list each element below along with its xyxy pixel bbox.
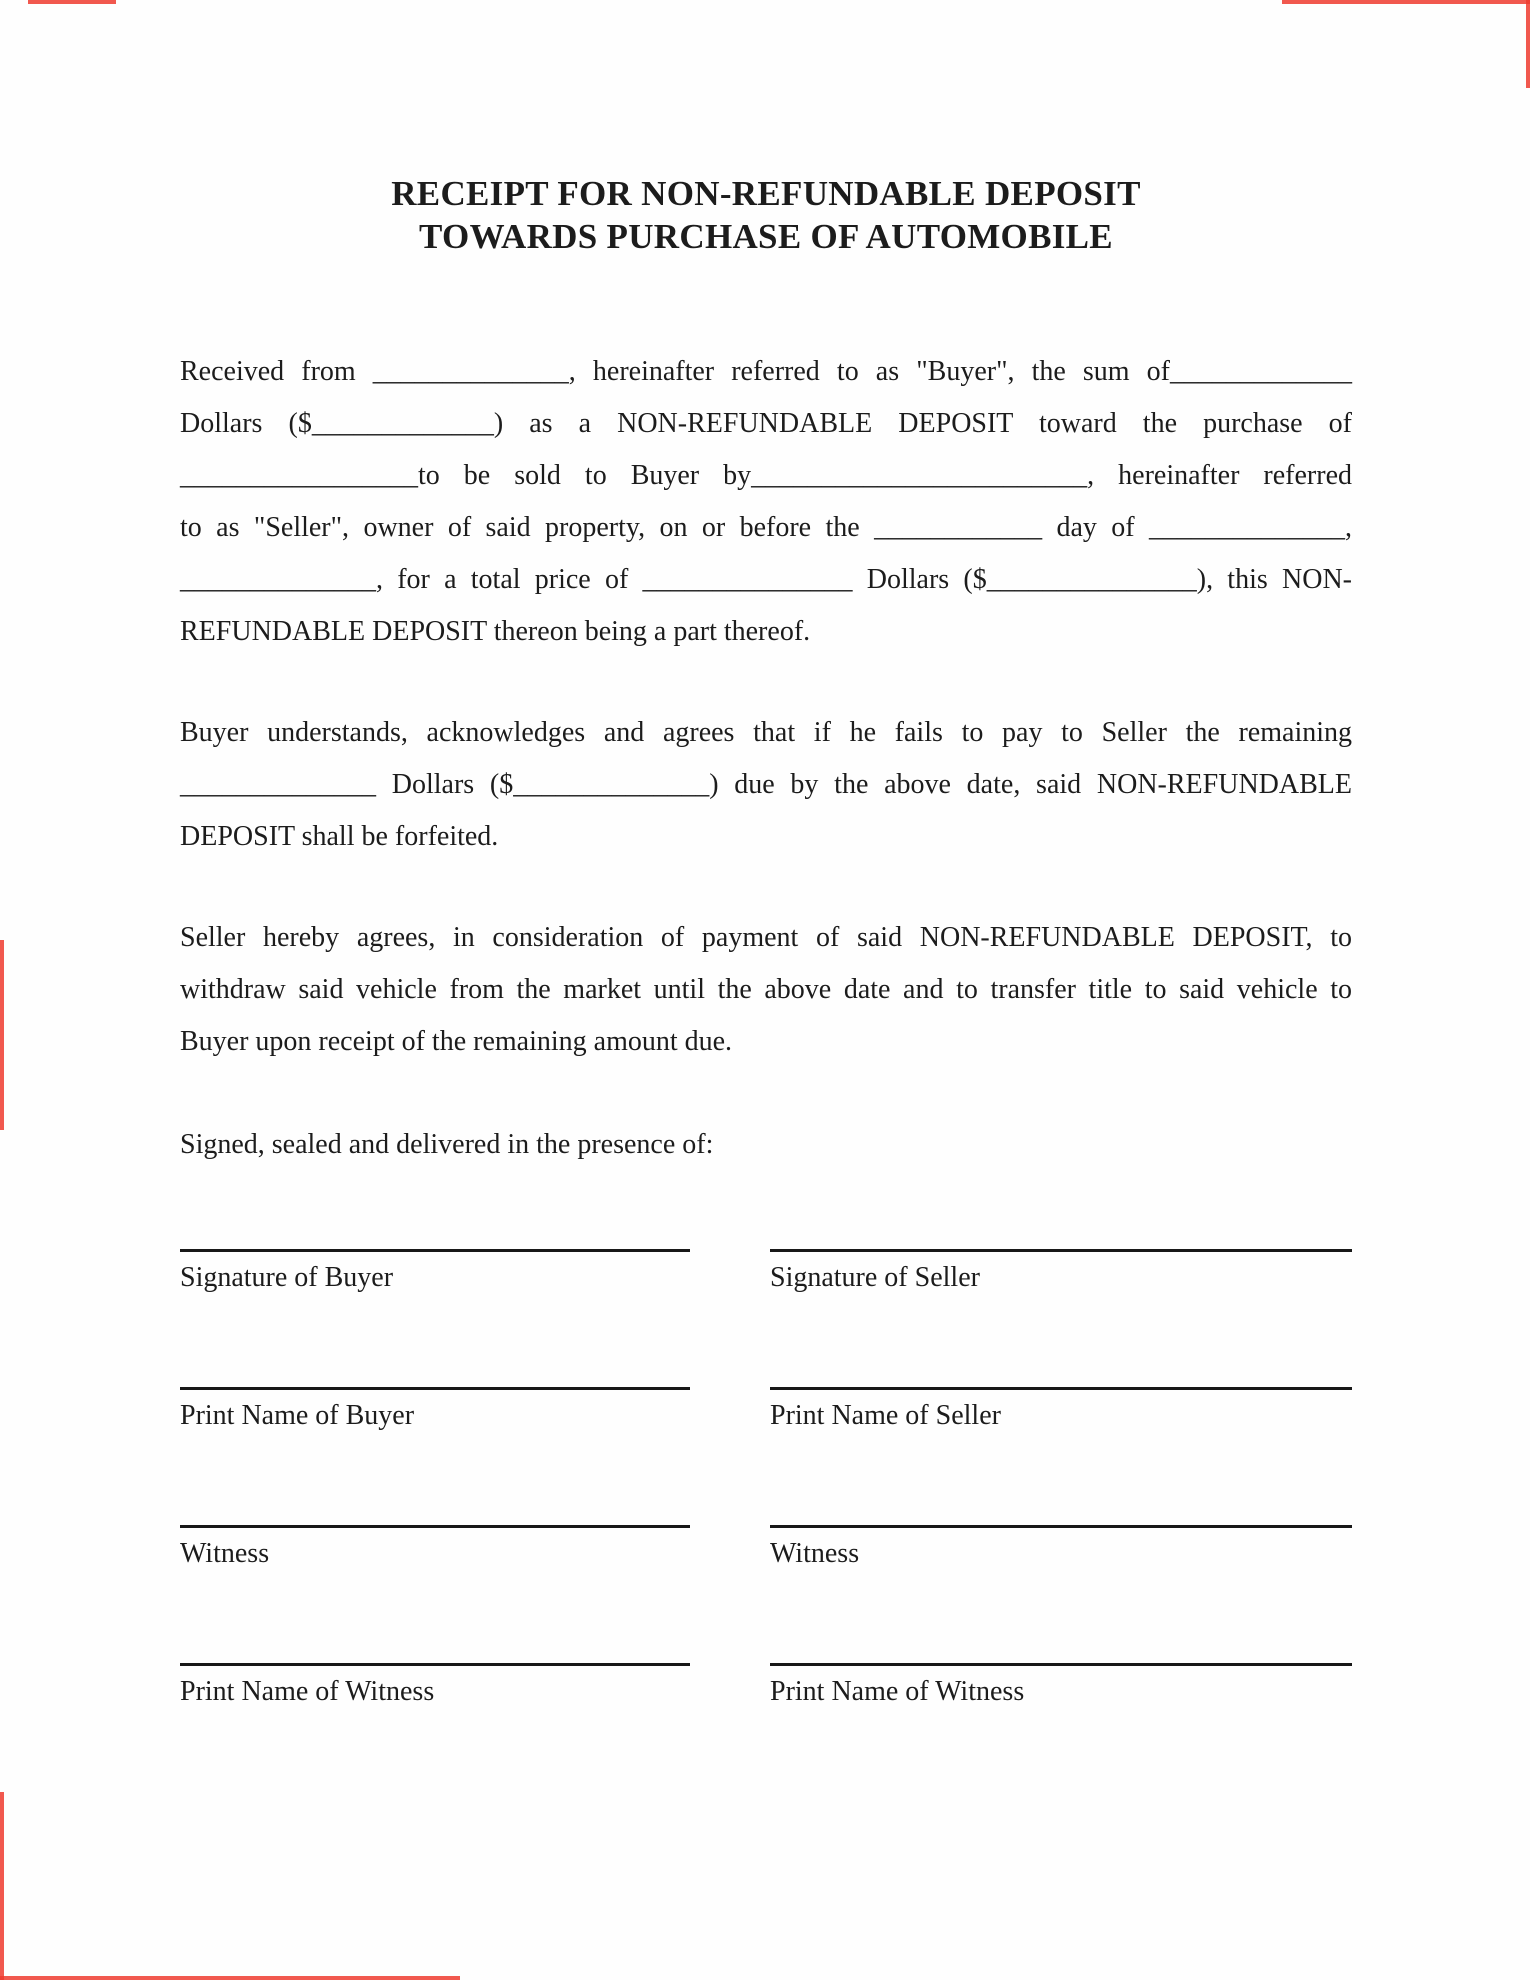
signature-line (180, 1525, 690, 1528)
paragraph-line: _________________to be sold to Buyer by________________________, hereinafter referred (180, 460, 1352, 491)
signature-line (770, 1663, 1352, 1666)
paragraph-line: Signed, sealed and delivered in the presence of: (180, 1129, 714, 1160)
paragraph-line: REFUNDABLE DEPOSIT thereon being a part thereof. (180, 616, 811, 647)
signature-line (180, 1249, 690, 1252)
paragraph-line: Dollars ($_____________) as a NON-REFUNDABLE DEPOSIT toward the purchase of (180, 408, 1352, 439)
paragraph-line: Buyer understands, acknowledges and agrees that if he fails to pay to Seller the remaining (180, 717, 1352, 748)
signature-row-witness-print-names (180, 1663, 1352, 1709)
scan-edge-mark-left (0, 940, 4, 1130)
paragraph-received-from (180, 346, 1352, 658)
scan-edge-mark-top-right-v (1526, 0, 1530, 88)
signature-label: Print Name of Witness (180, 1676, 435, 1707)
paragraph-line: withdraw said vehicle from the market until the above date and to transfer title to said vehicle to (180, 974, 1352, 1005)
witness-print-name-block-right (770, 1663, 1352, 1709)
signature-line (770, 1249, 1352, 1252)
document-title-line-1: RECEIPT FOR NON-REFUNDABLE DEPOSIT (391, 174, 1141, 213)
paragraph-line: ______________, for a total price of _______________ Dollars ($_______________), this NON- (180, 564, 1352, 595)
signature-block-seller (770, 1249, 1352, 1387)
paragraph-line: Buyer upon receipt of the remaining amount due. (180, 1026, 733, 1057)
signature-section (180, 1249, 1352, 1709)
signature-block-buyer (180, 1249, 690, 1387)
signature-line (770, 1387, 1352, 1390)
paragraph-signed-sealed (180, 1119, 1352, 1171)
signature-label: Witness (770, 1538, 860, 1569)
paragraph-line: Received from ______________, hereinafter referred to as "Buyer", the sum of_____________ (180, 356, 1352, 387)
paragraph-line: Seller hereby agrees, in consideration of payment of said NON-REFUNDABLE DEPOSIT, to (180, 922, 1352, 953)
witness-block-left (180, 1525, 690, 1663)
print-name-block-buyer (180, 1387, 690, 1525)
signature-line (180, 1663, 690, 1666)
document-title (180, 172, 1352, 258)
paragraph-seller-agrees (180, 912, 1352, 1068)
witness-block-right (770, 1525, 1352, 1663)
document-content (180, 0, 1352, 1709)
scan-edge-mark-bottom (0, 1976, 460, 1980)
signature-row-print-names (180, 1387, 1352, 1525)
paragraph-line: DEPOSIT shall be forfeited. (180, 821, 499, 852)
document-title-line-2: TOWARDS PURCHASE OF AUTOMOBILE (419, 217, 1113, 256)
scan-edge-mark-bottom-left (0, 1792, 4, 1980)
signature-line (180, 1387, 690, 1390)
scan-edge-mark-top-left (28, 0, 116, 4)
witness-print-name-block-left (180, 1663, 690, 1709)
signature-line (770, 1525, 1352, 1528)
paragraph-line: ______________ Dollars ($______________) due by the above date, said NON-REFUNDABLE (180, 769, 1352, 800)
signature-label: Print Name of Seller (770, 1400, 1001, 1431)
signature-row-signatures (180, 1249, 1352, 1387)
signature-label: Witness (180, 1538, 270, 1569)
signature-label: Signature of Buyer (180, 1262, 394, 1293)
print-name-block-seller (770, 1387, 1352, 1525)
signature-label: Print Name of Buyer (180, 1400, 415, 1431)
paragraph-line: to as "Seller", owner of said property, on or before the ____________ day of ______________, (180, 512, 1352, 543)
signature-row-witnesses (180, 1525, 1352, 1663)
signature-label: Signature of Seller (770, 1262, 980, 1293)
paragraph-buyer-understands (180, 707, 1352, 863)
signature-label: Print Name of Witness (770, 1676, 1025, 1707)
